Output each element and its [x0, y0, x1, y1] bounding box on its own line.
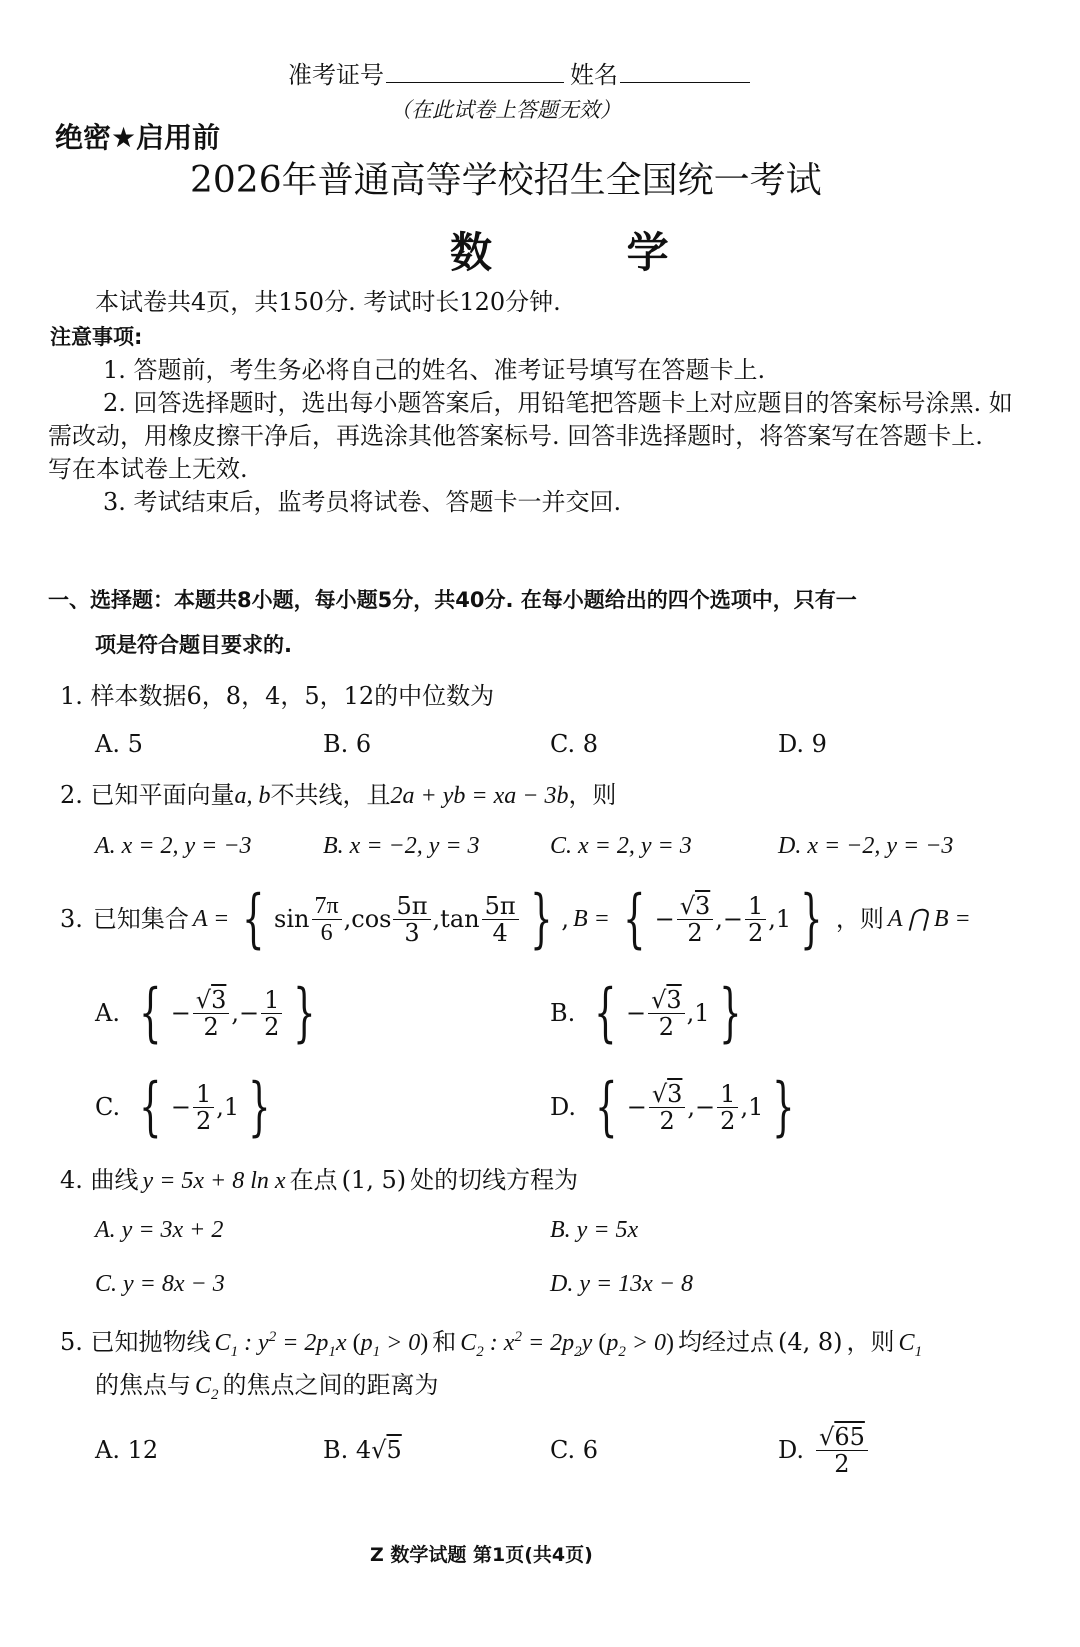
notice-item-3: 3. 考试结束后，监考员将试卷、答题卡一并交回. — [103, 488, 622, 516]
q5-line2-prefix: 的焦点与 — [95, 1371, 191, 1399]
page-footer: Z 数学试题 第1页(共4页) — [370, 1544, 593, 1566]
q3-comma: ,− — [715, 905, 744, 933]
frac-sqrt3-2: $\frac{√3}{2}$ — [649, 1081, 686, 1134]
comma-one: ,1 — [216, 1093, 240, 1121]
q4-text-2: 在点 — [289, 1166, 338, 1194]
q3-intersection: A ⋂ B = — [887, 906, 971, 932]
q5-option-d-label: D. — [778, 1436, 805, 1464]
name-blank — [620, 82, 750, 83]
section-1-heading-line-2: 项是符合题目要求的. — [95, 633, 292, 657]
q4-point: (1, 5) — [341, 1166, 407, 1194]
q3-frac-5pi-4: $\frac{5\pi}{4}$ — [482, 893, 519, 946]
minus: − — [625, 999, 647, 1027]
q3-text-1: 已知集合 — [92, 905, 189, 933]
q5-text-4: ，则 — [846, 1328, 895, 1356]
section-1-heading-line-1: 一、选择题：本题共8小题，每小题5分，共40分. 在每小题给出的四个选项中，只有一 — [48, 588, 857, 612]
q5-options — [0, 1420, 1080, 1480]
q4-option-a: A. y = 3x + 2 — [95, 1217, 224, 1243]
close-brace: } — [248, 1070, 271, 1144]
q4-text-1: 曲线 — [90, 1166, 139, 1194]
comma-minus: ,− — [231, 999, 260, 1027]
q5-parabola-c1: $C_1$ : $y^2 = 2p_1x$ $(p_1 > 0)$ — [214, 1329, 429, 1360]
q3-frac-1-2: $\frac{1}{2}$ — [745, 893, 766, 946]
q3-option-d — [550, 1070, 804, 1144]
q3-stem — [60, 882, 971, 956]
open-brace: { — [139, 1070, 162, 1144]
subject-title: 数 学 — [450, 228, 729, 277]
q4-text-3: 处的切线方程为 — [410, 1166, 579, 1194]
q3-option-a — [95, 976, 325, 1050]
minus: − — [626, 1093, 647, 1121]
name-label: 姓名 — [570, 61, 618, 89]
q3-minus: − — [654, 905, 675, 933]
comma-one: ,1 — [686, 999, 710, 1027]
q3-option-d-label: D. — [550, 1093, 577, 1121]
open-brace: { — [139, 976, 162, 1050]
exam-intro: 本试卷共4页，共150分. 考试时长120分钟. — [95, 288, 561, 316]
close-brace: } — [772, 1070, 795, 1144]
q3-option-b — [550, 976, 750, 1050]
q3-frac-sqrt3-2: $\frac{√3}{2}$ — [677, 893, 714, 946]
q2-text-1: 已知平面向量 — [90, 781, 235, 809]
exam-title: 2026年普通高等学校招生全国统一考试 — [190, 160, 822, 201]
q4-number: 4. — [60, 1166, 83, 1194]
q2-equation: 2a + yb = xa − 3b — [390, 783, 569, 809]
exam-id-blank — [386, 82, 564, 83]
candidate-info-line — [288, 60, 758, 90]
q2-number: 2. — [60, 781, 83, 809]
q3-set-a-close-brace: } — [529, 882, 553, 956]
secret-label: 绝密★启用前 — [55, 121, 221, 154]
notice-item-2-line-1: 2. 回答选择题时，选出每小题答案后，用铅笔把答题卡上对应题目的答案标号涂黑. 如 — [103, 389, 1013, 417]
notice-heading: 注意事项: — [50, 325, 143, 349]
open-brace: { — [595, 1070, 618, 1144]
q4-curve: y = 5x + 8 ln x — [142, 1168, 286, 1194]
q5-number: 5. — [60, 1328, 83, 1356]
minus: − — [170, 1093, 191, 1121]
frac-sqrt3-2: $\frac{√3}{2}$ — [648, 987, 685, 1040]
frac-1-2: $\frac{1}{2}$ — [261, 987, 282, 1040]
frac-1-2: $\frac{1}{2}$ — [717, 1081, 738, 1134]
notice-item-1: 1. 答题前，考生务必将自己的姓名、准考证号填写在答题卡上. — [103, 356, 766, 384]
q5-option-a: A. 12 — [95, 1436, 159, 1464]
close-brace: } — [718, 976, 742, 1050]
q3-frac-7pi-6: $\frac{7\pi}{6}$ — [312, 893, 342, 946]
q1-option-a: A. 5 — [95, 730, 143, 758]
q5-c1-ref: $C_1$ — [898, 1330, 923, 1360]
q3-comma: , — [432, 905, 441, 933]
q5-text-2: 和 — [432, 1328, 457, 1356]
q4-option-b: B. y = 5x — [550, 1217, 639, 1243]
q3-comma-one: ,1 — [768, 905, 792, 933]
q3-set-b-open-brace: { — [623, 882, 646, 956]
frac-sqrt3-2: $\frac{√3}{2}$ — [193, 987, 230, 1040]
q4-stem — [60, 1165, 578, 1196]
q1-option-c: C. 8 — [550, 730, 599, 758]
comma-one: ,1 — [740, 1093, 764, 1121]
q5-stem-line-2 — [95, 1370, 439, 1410]
q3-option-a-label: A. — [95, 999, 120, 1027]
q4-option-c: C. y = 8x − 3 — [95, 1271, 225, 1297]
q5-line2-b: 的焦点之间的距离为 — [222, 1371, 439, 1399]
q3-frac-5pi-3: $\frac{5\pi}{3}$ — [393, 893, 430, 946]
q5-option-c: C. 6 — [550, 1436, 599, 1464]
exam-id-label: 准考证号 — [288, 61, 384, 89]
notice-item-2-line-3: 写在本试卷上无效. — [48, 455, 248, 483]
q5-parabola-c2: $C_2$ : $x^2 = 2p_2y$ $(p_2 > 0)$ — [460, 1329, 675, 1360]
open-brace: { — [594, 976, 617, 1050]
q1-option-b: B. 6 — [323, 730, 372, 758]
q2-text-3: ，则 — [568, 781, 617, 809]
q3-set-a-name: A = — [192, 906, 230, 932]
q5-stem-line-1 — [60, 1322, 922, 1367]
q3-sin: sin — [274, 905, 310, 933]
q5-option-d — [778, 1420, 870, 1480]
q1-stem: 1. 样本数据6，8，4，5，12的中位数为 — [60, 682, 495, 710]
q3-text-2: ，则 — [835, 905, 884, 933]
q3-set-b-name: B = — [573, 906, 610, 932]
q2-option-c: C. x = 2, y = 3 — [550, 833, 692, 859]
q5-point: (4, 8) — [778, 1328, 843, 1356]
close-brace: } — [293, 976, 316, 1050]
comma-minus: ,− — [687, 1093, 716, 1121]
q3-number: 3. — [60, 905, 83, 933]
q2-stem — [60, 780, 616, 811]
q2-vectors: a, b — [234, 783, 271, 809]
q3-option-c-label: C. — [95, 1093, 121, 1121]
q3-tan: tan — [440, 905, 480, 933]
q3-option-c — [95, 1070, 280, 1144]
q3-set-b-close-brace: } — [800, 882, 823, 956]
q2-text-2: 不共线，且 — [270, 781, 391, 809]
q3-option-b-label: B. — [550, 999, 576, 1027]
q5-option-b: B. 4√5 — [323, 1436, 402, 1464]
q3-comma: , — [561, 905, 569, 933]
q5-option-b-label: B. — [323, 1436, 349, 1464]
q5-c2-ref: $C_2$ — [195, 1373, 219, 1403]
q2-option-a: A. x = 2, y = −3 — [95, 833, 252, 859]
q2-option-b: B. x = −2, y = 3 — [323, 833, 480, 859]
minus: − — [170, 999, 191, 1027]
frac-sqrt65-2: $\frac{√65}{2}$ — [816, 1424, 868, 1477]
notice-item-2-line-2: 需改动，用橡皮擦干净后，再选涂其他答案标号. 回答非选择题时，将答案写在答题卡上. — [48, 422, 983, 450]
frac-1-2: $\frac{1}{2}$ — [193, 1081, 214, 1134]
q3-comma: , — [343, 905, 352, 933]
q5-text-1: 已知抛物线 — [90, 1328, 211, 1356]
q3-cos: cos — [351, 905, 392, 933]
q2-option-d: D. x = −2, y = −3 — [778, 833, 954, 859]
invalid-note: （在此试卷上答题无效） — [390, 98, 621, 122]
q1-option-d: D. 9 — [778, 730, 827, 758]
q4-option-d: D. y = 13x − 8 — [550, 1271, 694, 1297]
q3-set-a-open-brace: { — [242, 882, 265, 956]
q5-text-3: 均经过点 — [678, 1328, 775, 1356]
